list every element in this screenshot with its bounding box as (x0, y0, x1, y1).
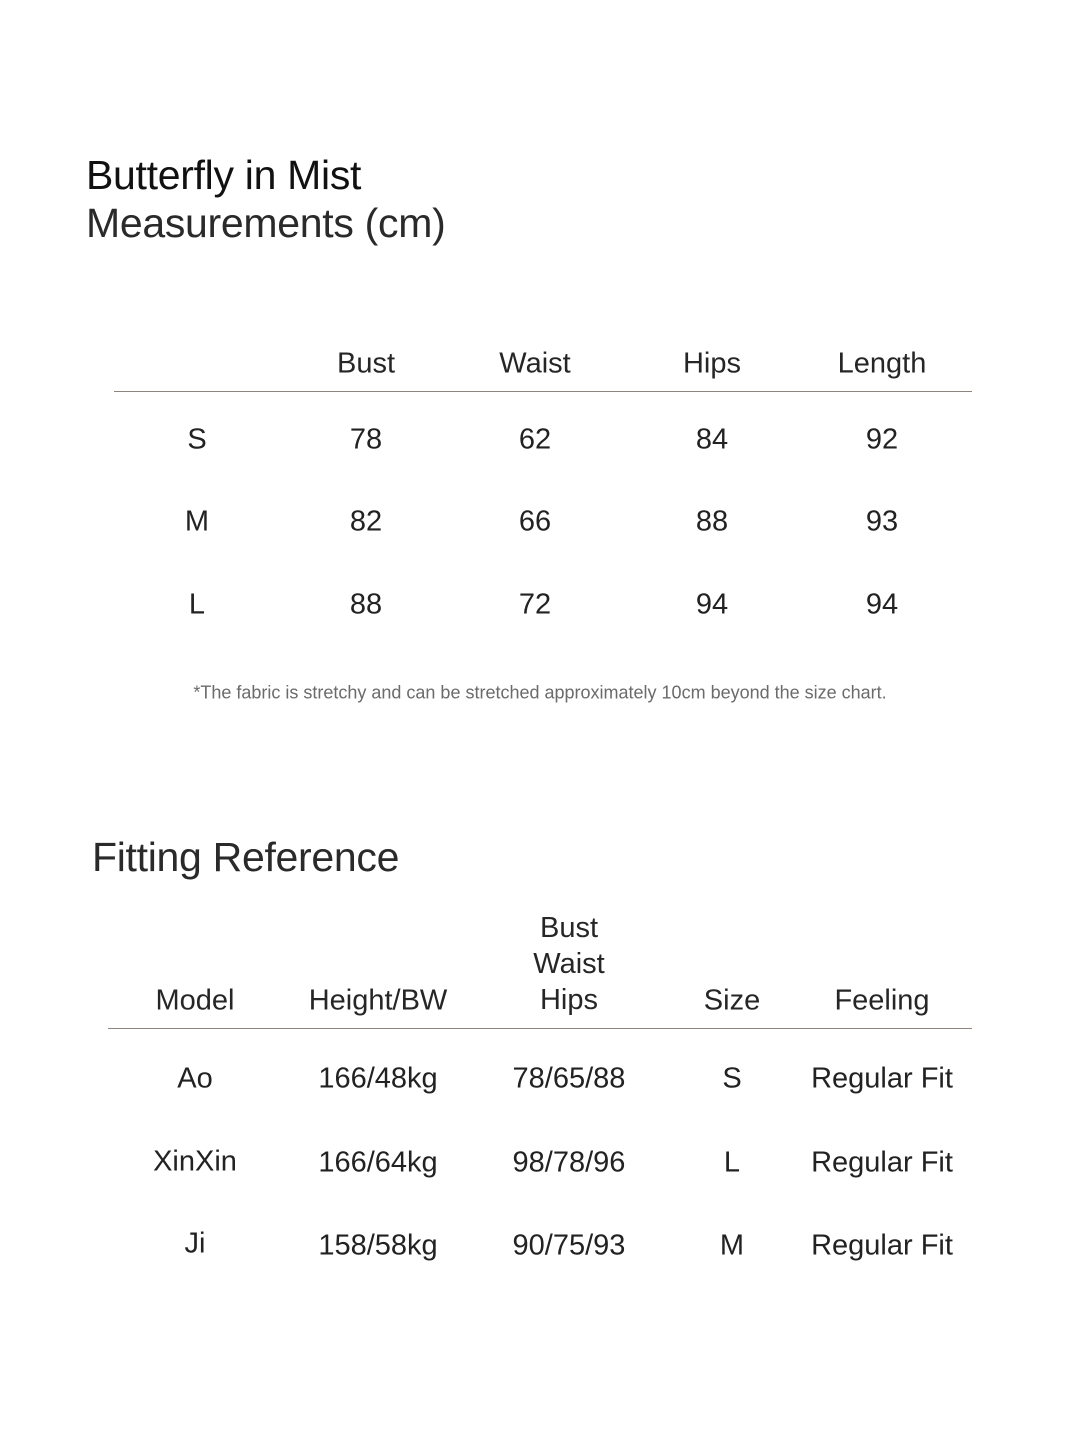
feeling-value: Regular Fit (811, 1229, 953, 1262)
model-name: Ji (184, 1227, 206, 1260)
fitting-reference-title: Fitting Reference (92, 834, 400, 880)
height-bw-value: 158/58kg (318, 1229, 438, 1262)
bust-value: 82 (349, 505, 383, 538)
bwh-value: 98/78/96 (512, 1146, 626, 1179)
height-bw-value: 166/64kg (318, 1146, 438, 1179)
column-header-hips: Hips (539, 984, 598, 1016)
length-value: 92 (865, 423, 899, 456)
feeling-value: Regular Fit (811, 1146, 953, 1179)
waist-value: 66 (518, 505, 552, 538)
size-value: L (723, 1146, 741, 1179)
height-bw-value: 166/48kg (318, 1062, 438, 1095)
model-name: Ao (177, 1062, 213, 1095)
size-value: M (719, 1229, 745, 1262)
product-title: Butterfly in Mist (86, 152, 362, 198)
feeling-value: Regular Fit (811, 1062, 953, 1095)
column-header-height-bw: Height/BW (308, 984, 448, 1017)
column-header-model: Model (155, 984, 235, 1017)
column-header-bust: Bust (336, 347, 396, 380)
hips-value: 88 (695, 505, 729, 538)
size-value: S (722, 1062, 742, 1095)
size-label: S (187, 423, 207, 456)
waist-value: 72 (518, 588, 552, 621)
length-value: 94 (865, 588, 899, 621)
bwh-value: 90/75/93 (512, 1229, 626, 1262)
bwh-value: 78/65/88 (512, 1062, 626, 1095)
waist-value: 62 (518, 423, 552, 456)
measurements-subtitle: Measurements (cm) (86, 200, 446, 246)
size-label: L (188, 588, 206, 621)
length-value: 93 (865, 505, 899, 538)
bust-value: 78 (349, 423, 383, 456)
hips-value: 84 (695, 423, 729, 456)
fitting-header-divider (108, 1028, 972, 1029)
column-header-bust: Bust (539, 912, 599, 944)
hips-value: 94 (695, 588, 729, 621)
stretch-note: *The fabric is stretchy and can be stretched approximately 10cm beyond the size chart. (193, 682, 887, 703)
column-header-feeling: Feeling (834, 984, 930, 1017)
model-name: XinXin (153, 1145, 237, 1178)
size-label: M (184, 505, 210, 538)
column-header-length: Length (837, 347, 927, 380)
column-header-hips: Hips (682, 347, 742, 380)
column-header-waist: Waist (499, 347, 571, 380)
column-header-waist: Waist (533, 948, 605, 980)
column-header-bust-waist-hips (533, 910, 604, 1018)
column-header-size: Size (703, 984, 761, 1017)
bust-value: 88 (349, 588, 383, 621)
measurements-header-divider (114, 391, 972, 392)
